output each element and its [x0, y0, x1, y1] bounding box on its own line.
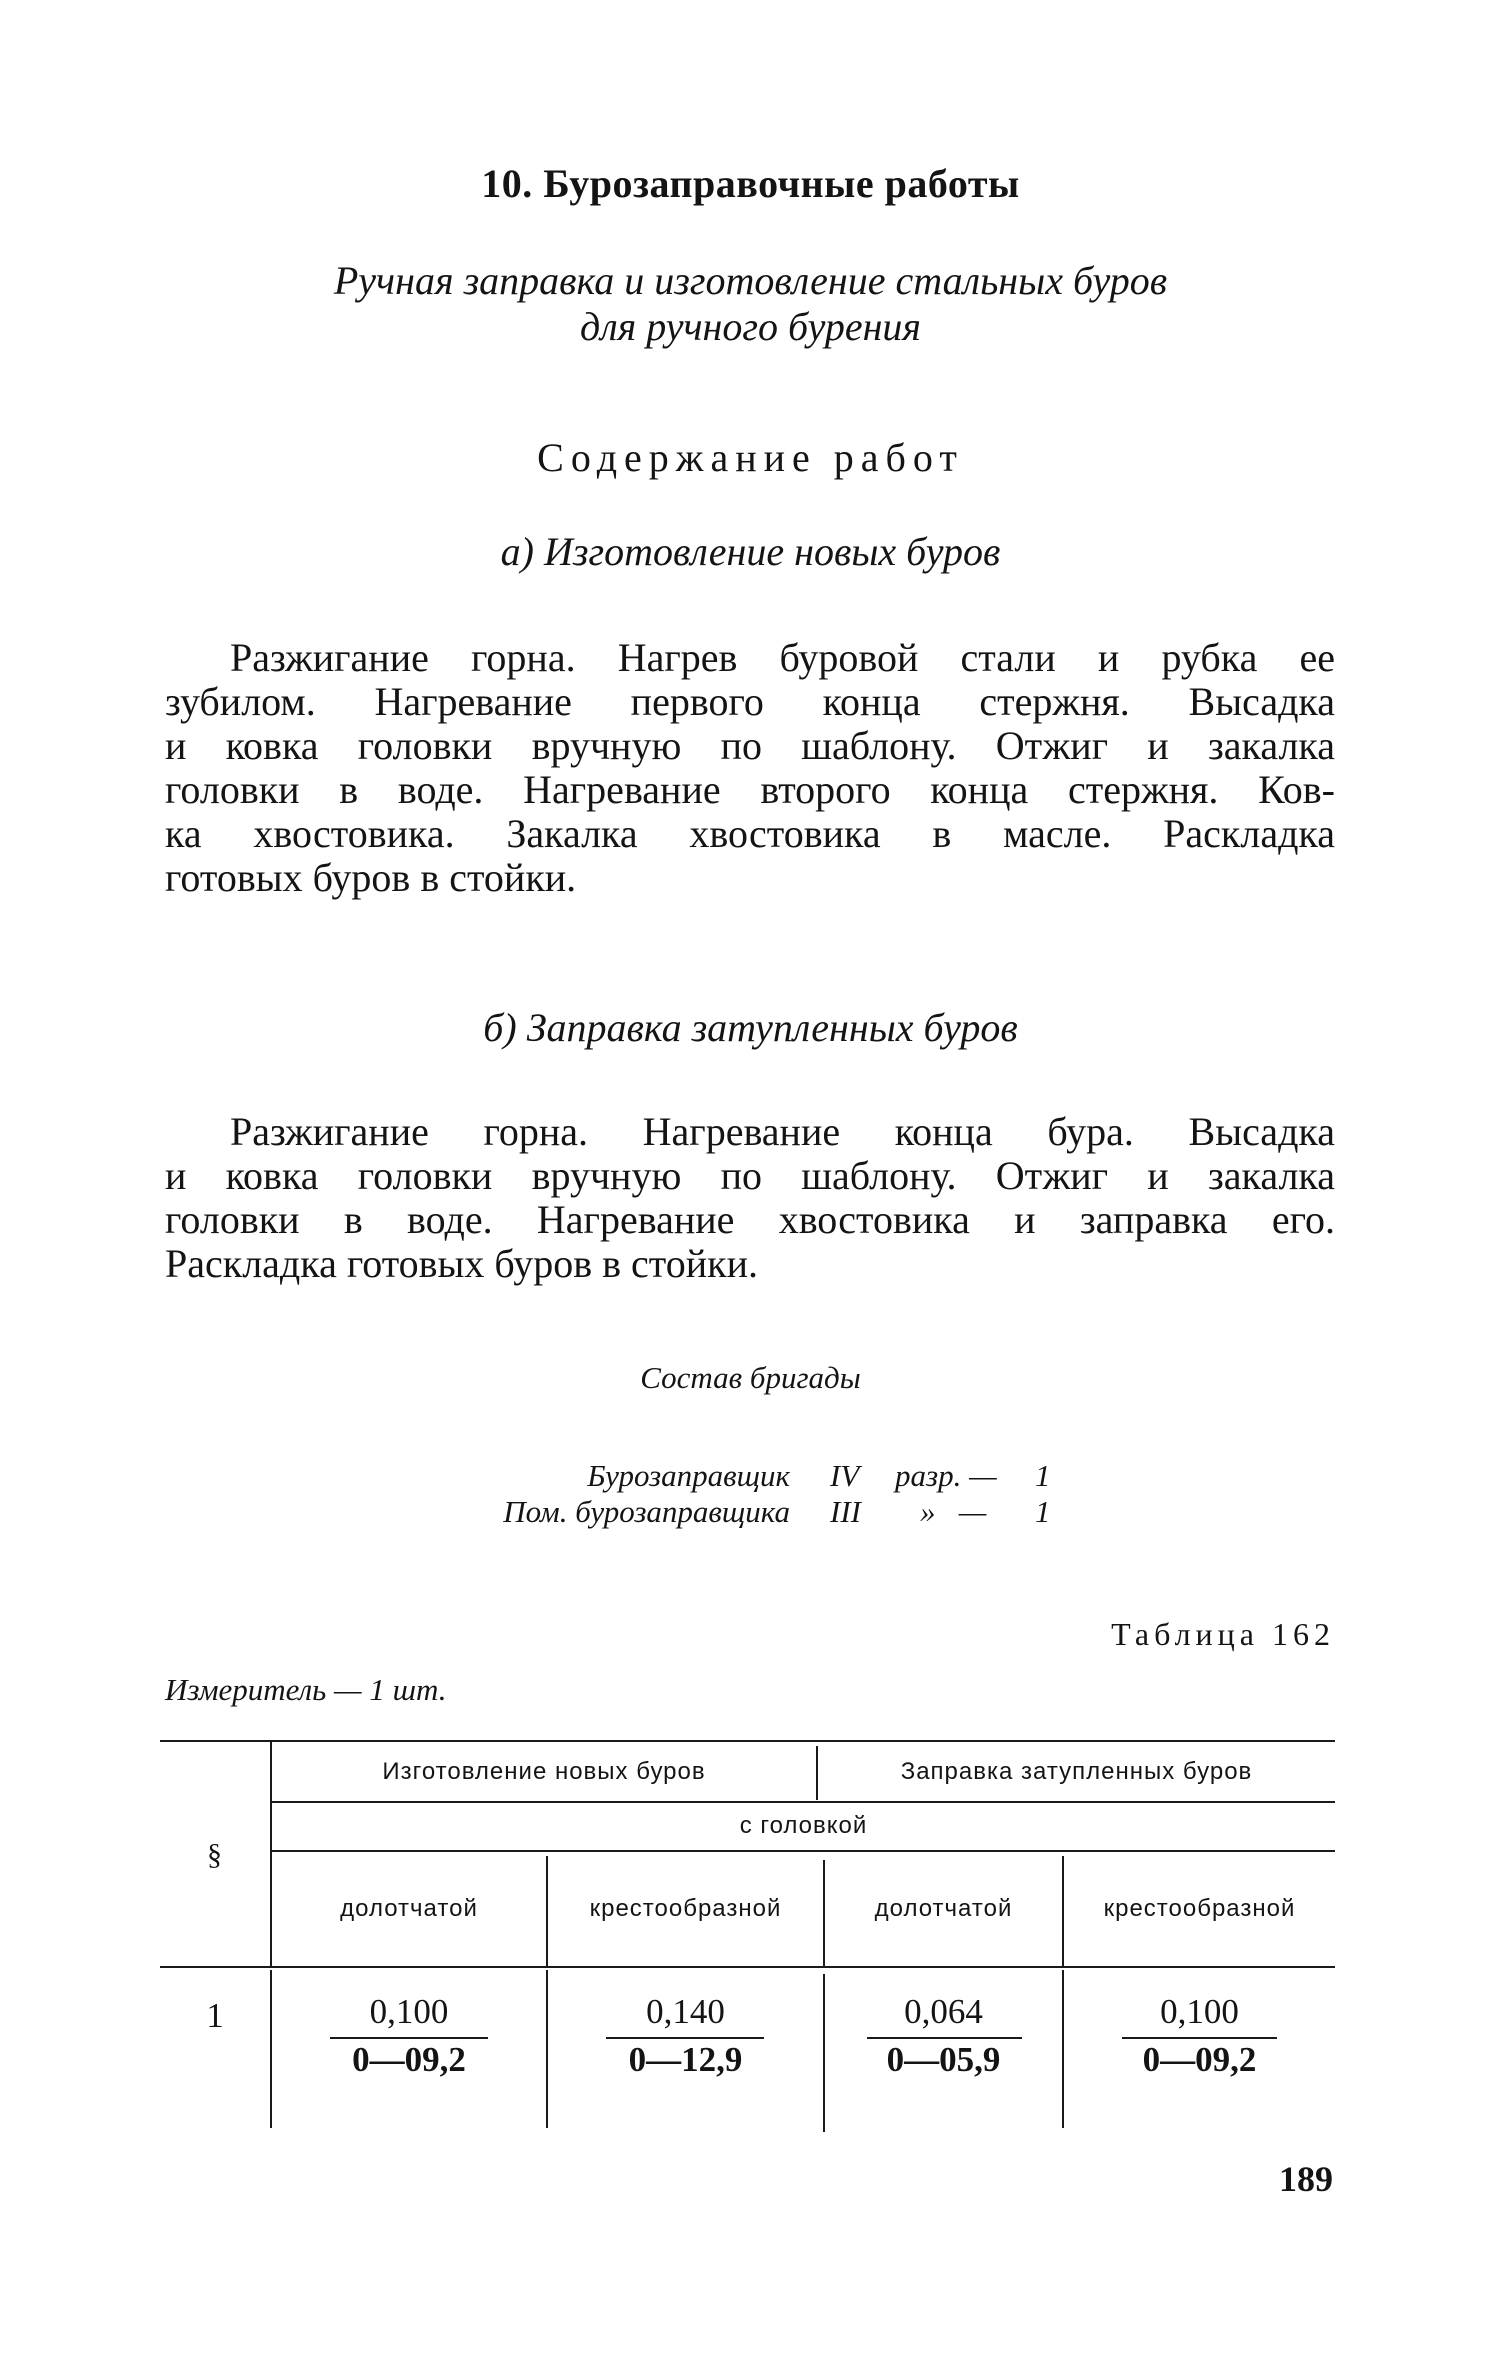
fraction-bar	[606, 2037, 764, 2039]
cell-cost-value: 0—09,2	[1142, 2040, 1257, 2079]
cell-cost-value: 0—12,9	[628, 2040, 743, 2079]
brigade-member-name: Бурозаправщик	[587, 1458, 790, 1493]
header-subcol: долотчатой	[874, 1895, 1013, 1922]
brigade-member-count: 1	[1035, 1458, 1051, 1493]
header-section-sign: §	[207, 1838, 223, 1871]
table-row-number: 1	[206, 1996, 224, 2035]
cell-cost-value: 0—09,2	[352, 2040, 466, 2079]
table-cell	[825, 1992, 1062, 2082]
section-a-line: готовых буров в стойки.	[165, 855, 577, 900]
section-title: 10. Бурозаправочные работы	[481, 161, 1020, 206]
fraction-bar	[867, 2037, 1022, 2039]
table-header-bottom-rule	[160, 1966, 1335, 1968]
section-a-line: зубилом. Нагревание первого конца стержня. Высадка	[165, 679, 1335, 724]
subtitle-line-1: Ручная заправка и изготовление стальных буров	[333, 258, 1168, 303]
header-subcol: крестообразной	[589, 1895, 782, 1922]
cell-rate-value: 0,140	[646, 1992, 725, 2031]
table-cell	[272, 1992, 546, 2082]
brigade-member-count: 1	[1035, 1494, 1051, 1529]
page-number: 189	[1279, 2159, 1333, 2199]
fraction-bar	[330, 2037, 488, 2039]
table-cell	[1064, 1992, 1335, 2082]
table-cell	[548, 1992, 823, 2082]
header-with-head: с головкой	[739, 1812, 868, 1839]
header-group-new: Изготовление новых буров	[382, 1758, 706, 1785]
table-label: Таблица 162	[1111, 1616, 1335, 1652]
section-b-heading: б) Заправка затупленных буров	[483, 1005, 1018, 1050]
table-unit: Измеритель — 1 шт.	[165, 1672, 447, 1707]
brigade-member-grade: III	[830, 1494, 861, 1529]
table-group-rule	[272, 1801, 1335, 1803]
header-subcol: долотчатой	[340, 1895, 478, 1922]
section-a-line: Разжигание горна. Нагрев буровой стали и рубка ее	[230, 635, 1335, 680]
cell-rate-value: 0,064	[904, 1992, 983, 2031]
section-b-line: головки в воде. Нагревание хвостовика и заправка его.	[165, 1197, 1335, 1242]
cell-rate-value: 0,100	[369, 1992, 449, 2031]
subtitle-line-2: для ручного бурения	[579, 304, 922, 349]
table-top-rule	[160, 1740, 1335, 1742]
cell-cost-value: 0—05,9	[886, 2040, 1001, 2079]
section-a-heading: а) Изготовление новых буров	[500, 529, 1001, 574]
section-b-line: Разжигание горна. Нагревание конца бура. Высадка	[230, 1109, 1335, 1154]
section-b-line: и ковка головки вручную по шаблону. Отжиг и закалка	[165, 1153, 1335, 1198]
section-a-line: ка хвостовика. Закалка хвостовика в масле. Раскладка	[165, 811, 1335, 856]
brigade-heading: Состав бригады	[640, 1360, 861, 1395]
brigade-member-name: Пом. бурозаправщика	[503, 1494, 790, 1529]
section-a-line: головки в воде. Нагревание второго конца стержня. Ков-	[165, 767, 1335, 812]
content-header: Содержание работ	[537, 435, 964, 480]
header-subcol: крестообразной	[1103, 1895, 1296, 1922]
table-subhead-rule	[272, 1850, 1335, 1852]
section-b-line: Раскладка готовых буров в стойки.	[165, 1241, 758, 1286]
section-a-line: и ковка головки вручную по шаблону. Отжиг и закалка	[165, 723, 1335, 768]
header-group-repair: Заправка затупленных буров	[900, 1758, 1253, 1785]
cell-rate-value: 0,100	[1160, 1992, 1239, 2031]
brigade-member-grade: IV	[830, 1458, 860, 1493]
brigade-member-separator: разр. —	[895, 1458, 997, 1493]
brigade-member-separator: » —	[920, 1494, 987, 1529]
fraction-bar	[1122, 2037, 1277, 2039]
